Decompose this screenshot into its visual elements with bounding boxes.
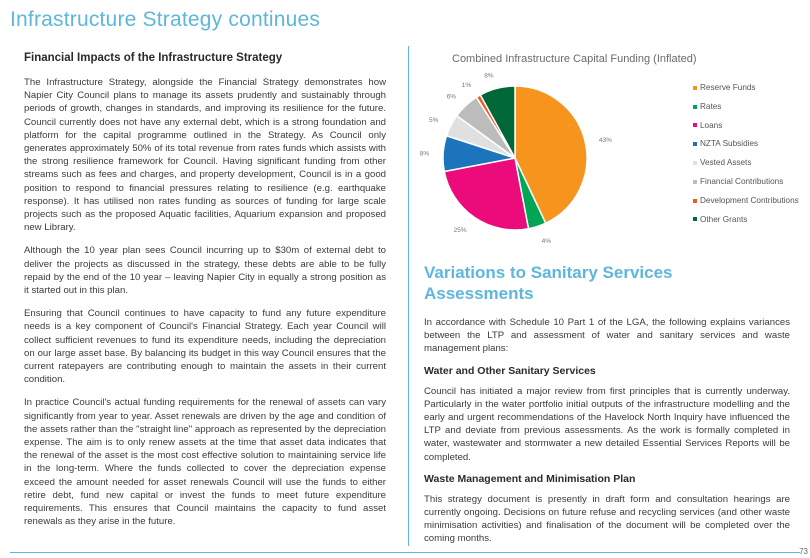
chart-title: Combined Infrastructure Capital Funding (Inflated) [452,53,697,65]
funding-pie-chart [420,68,690,248]
pie-label: 1% [461,82,472,89]
legend-swatch [693,123,697,127]
body-paragraph: The Infrastructure Strategy, alongside the Financial Strategy demonstrates how Napier City Council plans to manage its assets prudently and sustainably through periods of growth, changes in standards, and improving its resilience for the future. Council currently does not have any external debt, which is a strong foundation and platform for the capital programme outlined in the Strategy. As Council only generates approximately 50% of its total revenue from rates funds which assists with the strong resilience framework for Council. Having significant funding from other streams such as fees and charges, and property development, Council is in a good position to respond to financial pressures relating to resilience (e.g. earthquake response). It has utilised non rates funding as sources of funding for large scale projects such as the proposed Aquatic facilities, Aquarium expansion and proposed new Library. [24,77,386,234]
water-sanitary-heading: Water and Other Sanitary Services [424,364,596,377]
legend-label: Rates [700,101,722,111]
legend-label: Reserve Funds [700,83,756,92]
legend-label: Loans [700,120,723,130]
legend-item [693,157,799,176]
right-column [424,262,790,555]
intro-paragraph: In accordance with Schedule 10 Part 1 of the LGA, the following explains variances between the LTP and assessment of water and sanitary services and waste management plans: [424,317,790,355]
water-sanitary-paragraph: Council has initiated a major review from first principles that is currently underway. Particularly in the water portfolio initial outputs of the infrastructure modelling and the early and urgent recommendations of the Havelock North Inquiry have influenced the LTP and deviate from previous assessments. As the work is formally completed in water, wastewater and stormwater a new detailed Essential Services Reports will be completed. [424,385,790,463]
legend-label: Vested Assets [700,158,752,168]
pie-label: 8% [484,72,494,80]
variations-heading: Variations to Sanitary Services Assessments [424,263,673,303]
legend-label: Financial Contributions [700,176,784,186]
legend-swatch [693,105,697,109]
legend-swatch [693,180,697,184]
footer-rule [10,552,800,553]
legend-item [693,214,799,233]
body-paragraph: In practice Council's actual funding requirements for the renewal of assets can vary significantly from year to year. Asset renewals are driven by the age and condition of the assets rather than the "straight line" approach as represented by the depreciation expense. The aim is to only renew assets at the time that asset data indicates that the renewal of the asset is the most cost effective solution to maintaining service life in the long-term. Where the funds collected to cover the depreciation expense exceed the amount needed for asset renewals Council will use the funds to either retire debt, fund new capital or invest the funds to meet future expenditure requirements. This ensures that Council maintains the capacity to fund asset renewals as they arise in the future. [24,397,386,528]
legend-swatch [693,161,697,165]
body-paragraph: Ensuring that Council continues to have capacity to fund any future expenditure needs is a key component of Council's Financial Strategy. Each year Council will collect sufficient revenues to fund its expenditure needs, including the depreciation on our large asset base. By balancing its budget in this way Council ensures that the current ratepayers are contributing enough to maintain the assets in their current condition. [24,308,386,386]
pie-label: 6% [446,93,457,101]
legend-swatch [693,217,697,221]
waste-management-paragraph: This strategy document is presently in draft form and consultation hearings are currently ongoing. Decisions on future refuse and recycling services (and other waste minimisation activities) and finalisation of the document will be completed over the coming months. [424,493,790,545]
pie-label: 4% [541,237,552,245]
legend-item [693,138,799,157]
pie-label: 8% [420,150,430,158]
chart-legend [693,82,799,232]
legend-label: NZTA Subsidies [700,139,759,149]
page-title: Infrastructure Strategy continues [10,8,321,31]
waste-management-heading: Waste Management and Minimisation Plan [424,472,636,485]
legend-item [693,195,799,214]
page-number: 73 [799,547,808,556]
pie-label: 43% [598,137,612,145]
legend-label: Development Contributions [700,195,799,205]
legend-swatch [693,86,697,90]
legend-label: Other Grants [700,214,748,224]
legend-item [693,82,799,101]
legend-swatch [693,199,697,203]
legend-item [693,176,799,195]
legend-item [693,101,799,120]
pie-label: 25% [453,227,467,235]
financial-impacts-heading: Financial Impacts of the Infrastructure Strategy [24,52,283,64]
legend-item [693,120,799,139]
pie-label: 5% [428,117,439,124]
body-paragraph: Although the 10 year plan sees Council incurring up to $30m of external debt to deliver the projects as discussed in the strategy, these debts are able to be fully repaid by the end of the 10 year – leaving Napier City in equally a strong position as it started out in this plan. [24,245,386,297]
column-divider [408,46,409,546]
legend-swatch [693,142,697,146]
left-column [24,52,386,539]
